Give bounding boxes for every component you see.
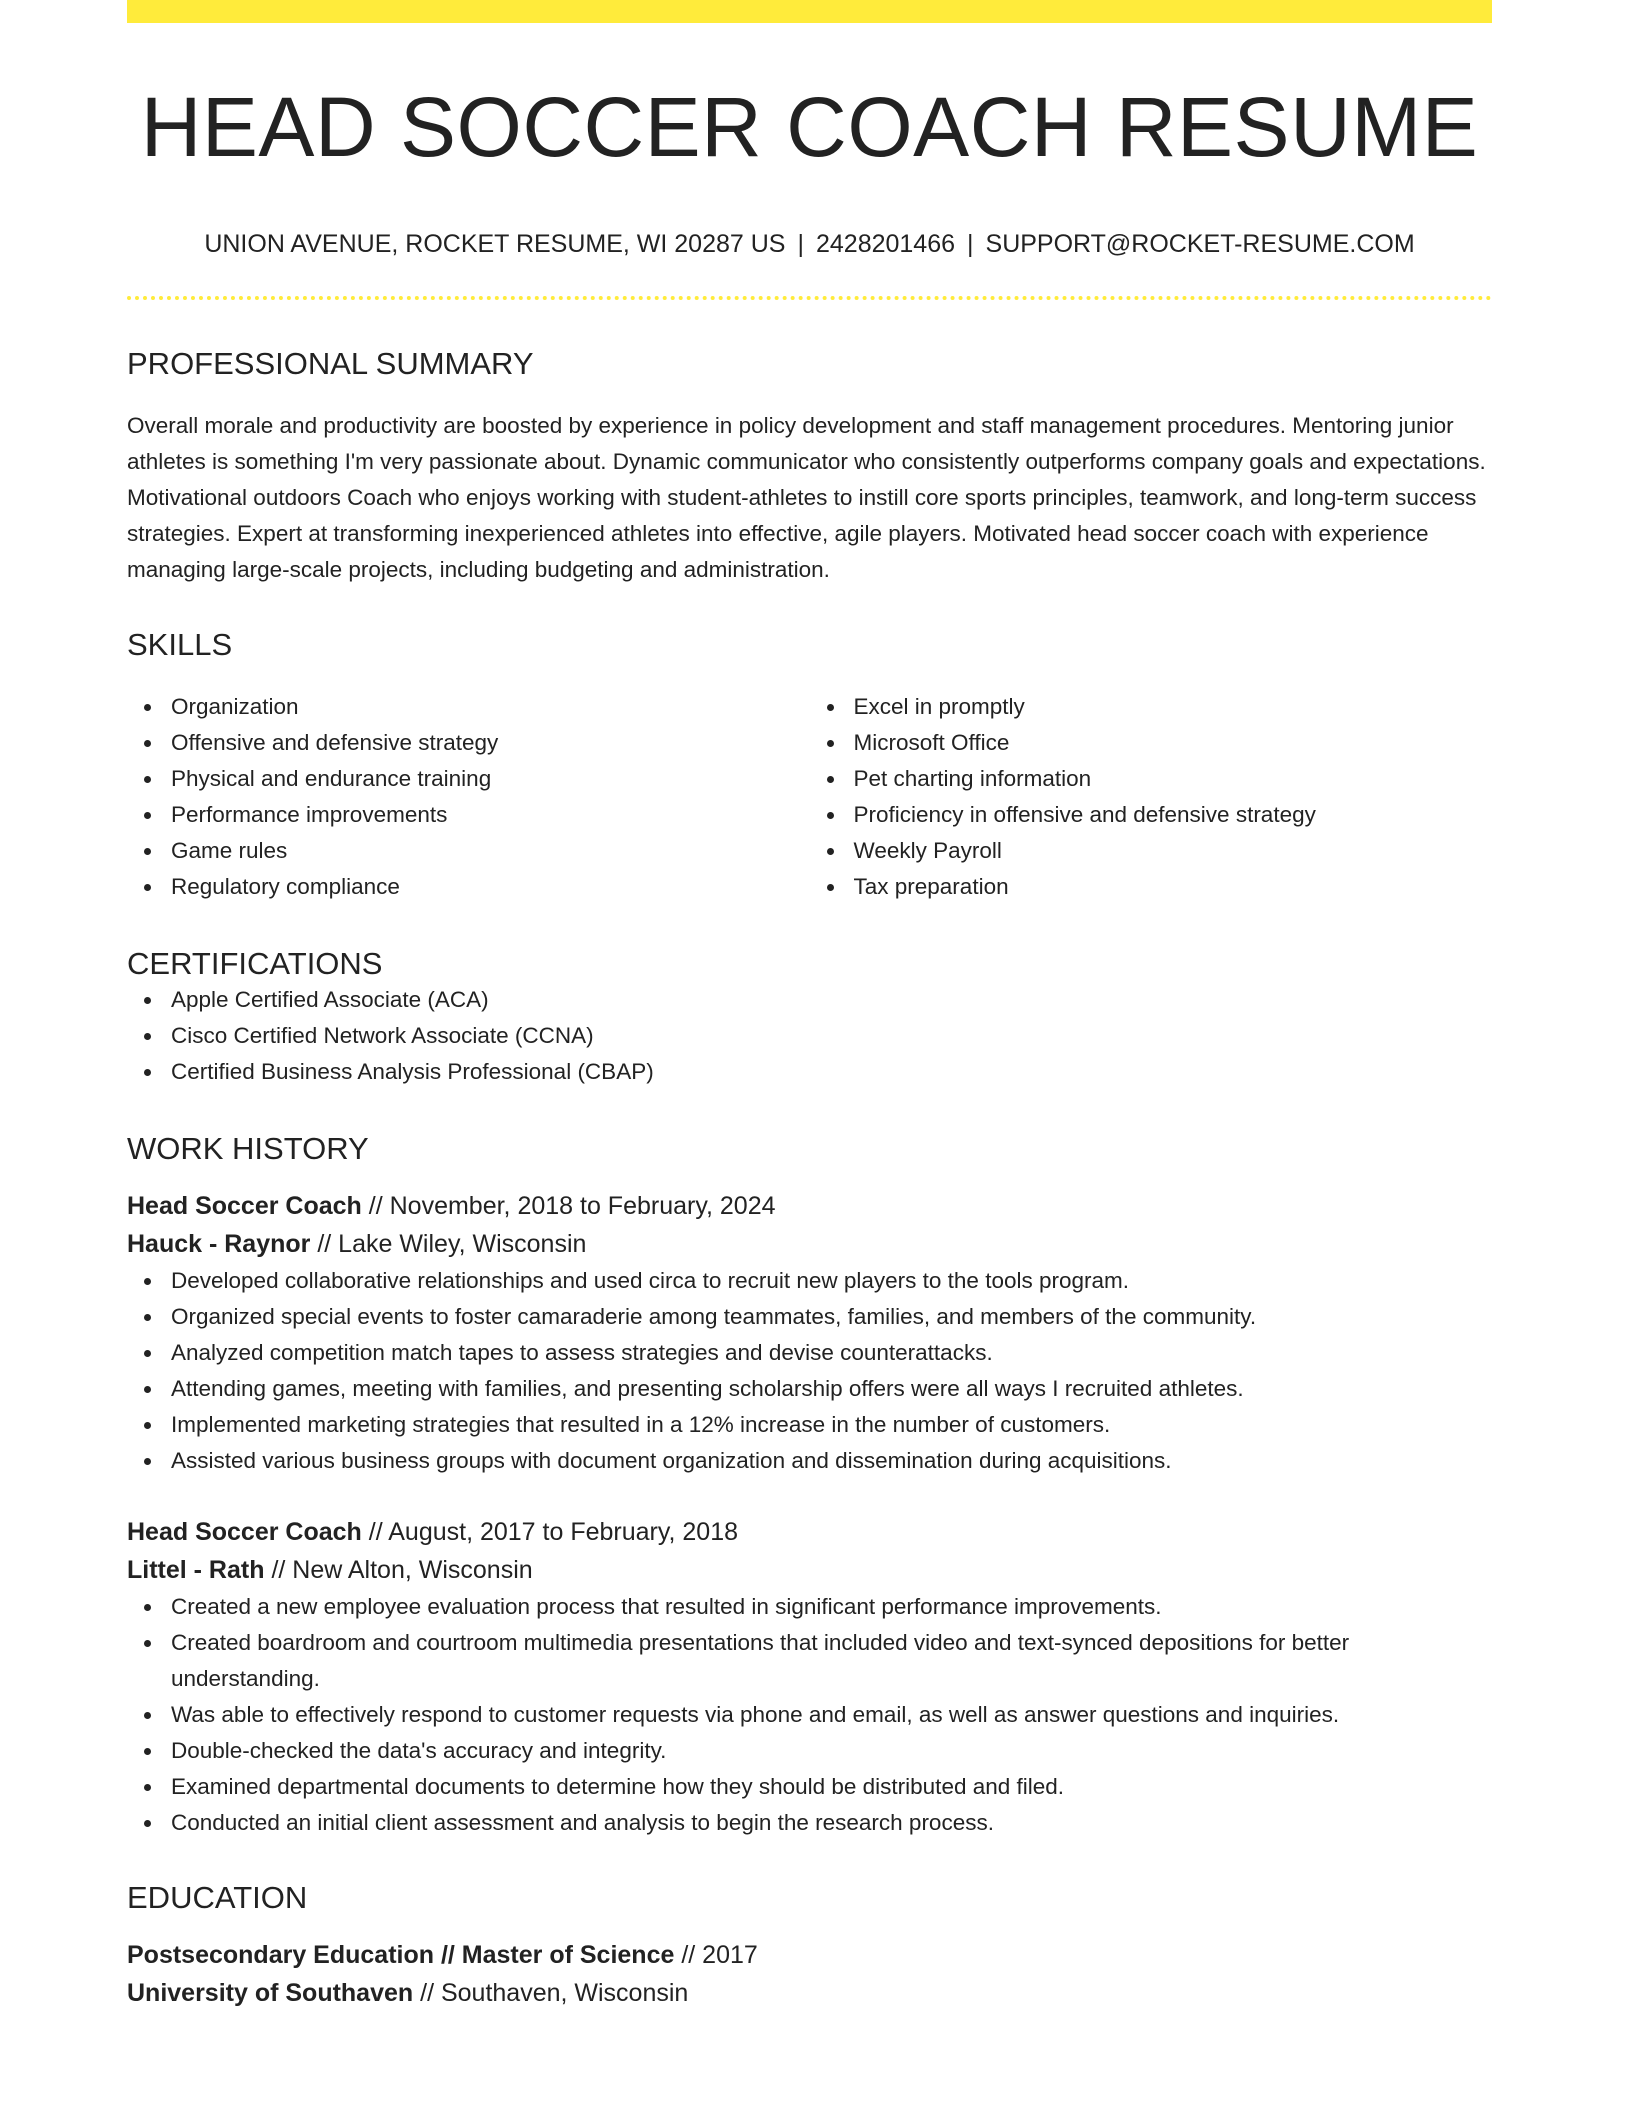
job-bullet-text: Analyzed competition match tapes to assess strategies and devise counterattacks. xyxy=(171,1340,993,1366)
job-entry xyxy=(127,1187,1492,1479)
list-item xyxy=(127,797,810,833)
contact-address: UNION AVENUE, ROCKET RESUME, WI 20287 US xyxy=(204,230,786,259)
skills-list-right xyxy=(810,689,1493,905)
job-bullet-text: Organized special events to foster camaraderie among teammates, families, and members of the community. xyxy=(171,1304,1257,1330)
job-entry xyxy=(127,1513,1492,1841)
bullet-icon xyxy=(144,776,151,783)
certifications-list xyxy=(127,982,1492,1090)
list-item xyxy=(810,761,1493,797)
bullet-icon xyxy=(144,1748,151,1755)
education-year: // 2017 xyxy=(681,1941,758,1970)
job-bullet-text: Attending games, meeting with families, and presenting scholarship offers were all ways I recruited athletes. xyxy=(171,1376,1244,1402)
skill-label: Proficiency in offensive and defensive strategy xyxy=(853,801,1316,827)
list-item xyxy=(810,833,1493,869)
bullet-icon xyxy=(144,1784,151,1791)
bullet-icon xyxy=(144,848,151,855)
bullet-icon xyxy=(144,1640,151,1647)
page-title: HEAD SOCCER COACH RESUME xyxy=(140,80,1479,174)
bullet-icon xyxy=(827,704,834,711)
skills-grid xyxy=(127,689,1492,905)
bullet-icon xyxy=(144,1604,151,1611)
skills-heading: SKILLS xyxy=(127,626,233,662)
contact-line xyxy=(127,229,1492,259)
skill-label: Physical and endurance training xyxy=(171,765,492,791)
list-item xyxy=(127,982,1492,1018)
list-item xyxy=(127,1805,1492,1841)
contact-separator: | xyxy=(967,230,974,259)
list-item xyxy=(127,689,810,725)
list-item xyxy=(127,1263,1492,1299)
bullet-icon xyxy=(144,740,151,747)
list-item xyxy=(127,761,810,797)
job-bullet-text: Assisted various business groups with document organization and dissemination during acquisitions. xyxy=(171,1448,1172,1474)
list-item xyxy=(810,869,1493,905)
bullet-icon xyxy=(144,704,151,711)
list-item xyxy=(127,1589,1492,1625)
job-company-line xyxy=(127,1225,1492,1263)
job-company: Littel - Rath xyxy=(127,1556,265,1585)
certification-label: Cisco Certified Network Associate (CCNA) xyxy=(171,1022,594,1048)
list-item xyxy=(127,1443,1492,1479)
job-bullet-text: Double-checked the data's accuracy and integrity. xyxy=(171,1738,667,1764)
bullet-icon xyxy=(144,812,151,819)
bullet-icon xyxy=(144,884,151,891)
skill-label: Regulatory compliance xyxy=(171,873,400,899)
skills-column-right xyxy=(810,689,1493,905)
job-dates: // August, 2017 to February, 2018 xyxy=(368,1518,739,1547)
bullet-icon xyxy=(144,1458,151,1465)
skill-label: Organization xyxy=(171,693,299,719)
list-item xyxy=(127,1733,1492,1769)
job-bullet-text: Examined departmental documents to determine how they should be distributed and filed. xyxy=(171,1774,1065,1800)
summary-heading: PROFESSIONAL SUMMARY xyxy=(127,346,534,382)
list-item xyxy=(127,1018,1492,1054)
job-title-line xyxy=(127,1187,1492,1225)
job-role: Head Soccer Coach xyxy=(127,1192,362,1221)
education-degree: Postsecondary Education // Master of Science xyxy=(127,1941,675,1970)
job-location: // Lake Wiley, Wisconsin xyxy=(317,1230,587,1259)
job-bullet-text: Created a new employee evaluation process that resulted in significant performance improvements. xyxy=(171,1594,1162,1620)
list-item xyxy=(810,725,1493,761)
bullet-icon xyxy=(827,884,834,891)
skill-label: Pet charting information xyxy=(853,765,1092,791)
education-location: // Southaven, Wisconsin xyxy=(420,1979,689,2008)
bullet-icon xyxy=(144,1069,151,1076)
job-bullet-list xyxy=(127,1263,1492,1479)
bullet-icon xyxy=(144,1820,151,1827)
contact-separator: | xyxy=(797,230,804,259)
skills-list-left xyxy=(127,689,810,905)
list-item xyxy=(127,833,810,869)
job-bullet-list xyxy=(127,1589,1492,1841)
top-accent-bar xyxy=(127,0,1492,23)
contact-email: SUPPORT@ROCKET-RESUME.COM xyxy=(985,230,1415,259)
job-bullet-text: Conducted an initial client assessment and analysis to begin the research process. xyxy=(171,1810,994,1836)
job-location: // New Alton, Wisconsin xyxy=(271,1556,533,1585)
job-bullet-text: Developed collaborative relationships and used circa to recruit new players to the tools program. xyxy=(171,1268,1130,1294)
certifications-heading: CERTIFICATIONS xyxy=(127,945,383,981)
bullet-icon xyxy=(827,776,834,783)
skill-label: Offensive and defensive strategy xyxy=(171,729,499,755)
job-bullet-text: Was able to effectively respond to customer requests via phone and email, as well as answer questions and inquiries. xyxy=(171,1702,1340,1728)
education-school-line xyxy=(127,1974,1492,2012)
bullet-icon xyxy=(144,1350,151,1357)
list-item xyxy=(127,1299,1492,1335)
certification-label: Certified Business Analysis Professional (CBAP) xyxy=(171,1058,654,1084)
contact-phone: 2428201466 xyxy=(815,230,956,259)
skill-label: Performance improvements xyxy=(171,801,448,827)
list-item xyxy=(127,1697,1492,1733)
bullet-icon xyxy=(144,1712,151,1719)
skills-column-left xyxy=(127,689,810,905)
list-item xyxy=(127,1371,1492,1407)
list-item xyxy=(127,869,810,905)
resume-content xyxy=(127,0,1492,2012)
education-degree-line xyxy=(127,1936,1492,1974)
bullet-icon xyxy=(144,1314,151,1321)
bullet-icon xyxy=(144,997,151,1004)
bullet-icon xyxy=(144,1033,151,1040)
skill-label: Excel in promptly xyxy=(853,693,1025,719)
bullet-icon xyxy=(827,740,834,747)
skill-label: Tax preparation xyxy=(853,873,1009,899)
bullet-icon xyxy=(144,1278,151,1285)
bullet-icon xyxy=(144,1386,151,1393)
summary-text: Overall morale and productivity are boosted by experience in policy development and staff management procedures. Mentoring junior athletes is something I'm very passionate about. Dynamic communicator who consistently outperforms company goals and expectations. Motivational outdoors Coach who enjoys working with student-athletes to instill core sports principles, teamwork, and long-term success strategies. Expert at transforming inexperienced athletes into effective, agile players. Motivated head soccer coach with experience managing large-scale projects, including budgeting and administration. xyxy=(127,412,1486,582)
list-item xyxy=(127,1054,1492,1090)
header-divider xyxy=(127,296,1492,300)
bullet-icon xyxy=(144,1422,151,1429)
list-item xyxy=(127,1625,1492,1697)
education-school: University of Southaven xyxy=(127,1979,414,2008)
list-item xyxy=(127,1769,1492,1805)
work-history-heading: WORK HISTORY xyxy=(127,1130,369,1166)
job-company: Hauck - Raynor xyxy=(127,1230,311,1259)
list-item xyxy=(127,1335,1492,1371)
job-bullet-text: Created boardroom and courtroom multimedia presentations that included video and text-synced depositions for better understanding. xyxy=(171,1630,1350,1692)
skill-label: Microsoft Office xyxy=(853,729,1010,755)
list-item xyxy=(127,1407,1492,1443)
job-bullet-text: Implemented marketing strategies that resulted in a 12% increase in the number of customers. xyxy=(171,1412,1111,1438)
bullet-icon xyxy=(827,812,834,819)
job-title-line xyxy=(127,1513,1492,1551)
list-item xyxy=(810,689,1493,725)
bullet-icon xyxy=(827,848,834,855)
skill-label: Weekly Payroll xyxy=(853,837,1002,863)
job-role: Head Soccer Coach xyxy=(127,1518,362,1547)
job-company-line xyxy=(127,1551,1492,1589)
list-item xyxy=(127,725,810,761)
skill-label: Game rules xyxy=(171,837,288,863)
education-heading: EDUCATION xyxy=(127,1880,308,1916)
certification-label: Apple Certified Associate (ACA) xyxy=(171,986,489,1012)
list-item xyxy=(810,797,1493,833)
job-dates: // November, 2018 to February, 2024 xyxy=(368,1192,776,1221)
